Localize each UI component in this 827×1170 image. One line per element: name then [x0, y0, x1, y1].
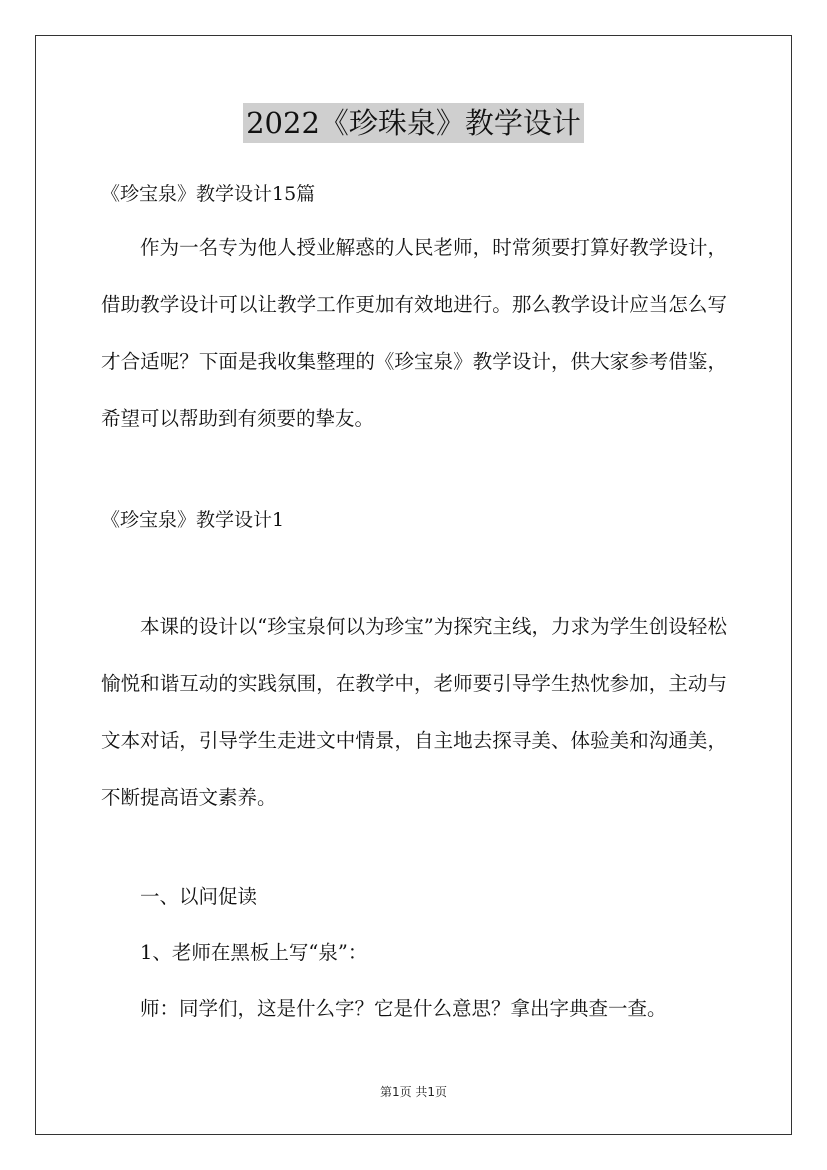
section-heading: 《珍宝泉》教学设计1	[101, 509, 285, 531]
step-item: 1、老师在黑板上写“泉”：	[140, 941, 368, 964]
document-title-text: 2022《珍珠泉》教学设计	[243, 103, 584, 143]
body-paragraph: 本课的设计以“珍宝泉何以为珍宝”为探究主线，力求为学生创设轻松愉悦和谐互动的实践氛围，在教学中，老师要引导学生热忱参加，主动与文本对话，引导学生走进文中情景，自主地去探寻美、体验美和沟通美，不断提高语文素养。	[101, 615, 727, 809]
step-heading: 一、以问促读	[140, 885, 258, 908]
document-title	[0, 103, 827, 143]
intro-paragraph: 作为一名专为他人授业解惑的人民老师，时常须要打算好教学设计，借助教学设计可以让教学工作更加有效地进行。那么教学设计应当怎么写才合适呢？下面是我收集整理的《珍宝泉》教学设计，供大家参考借鉴，希望可以帮助到有须要的挚友。	[101, 236, 727, 430]
document-subtitle: 《珍宝泉》教学设计15篇	[101, 183, 316, 205]
page-footer: 第1页 共1页	[379, 1085, 448, 1099]
teacher-line: 师：同学们，这是什么字？它是什么意思？拿出字典查一查。	[140, 997, 667, 1020]
